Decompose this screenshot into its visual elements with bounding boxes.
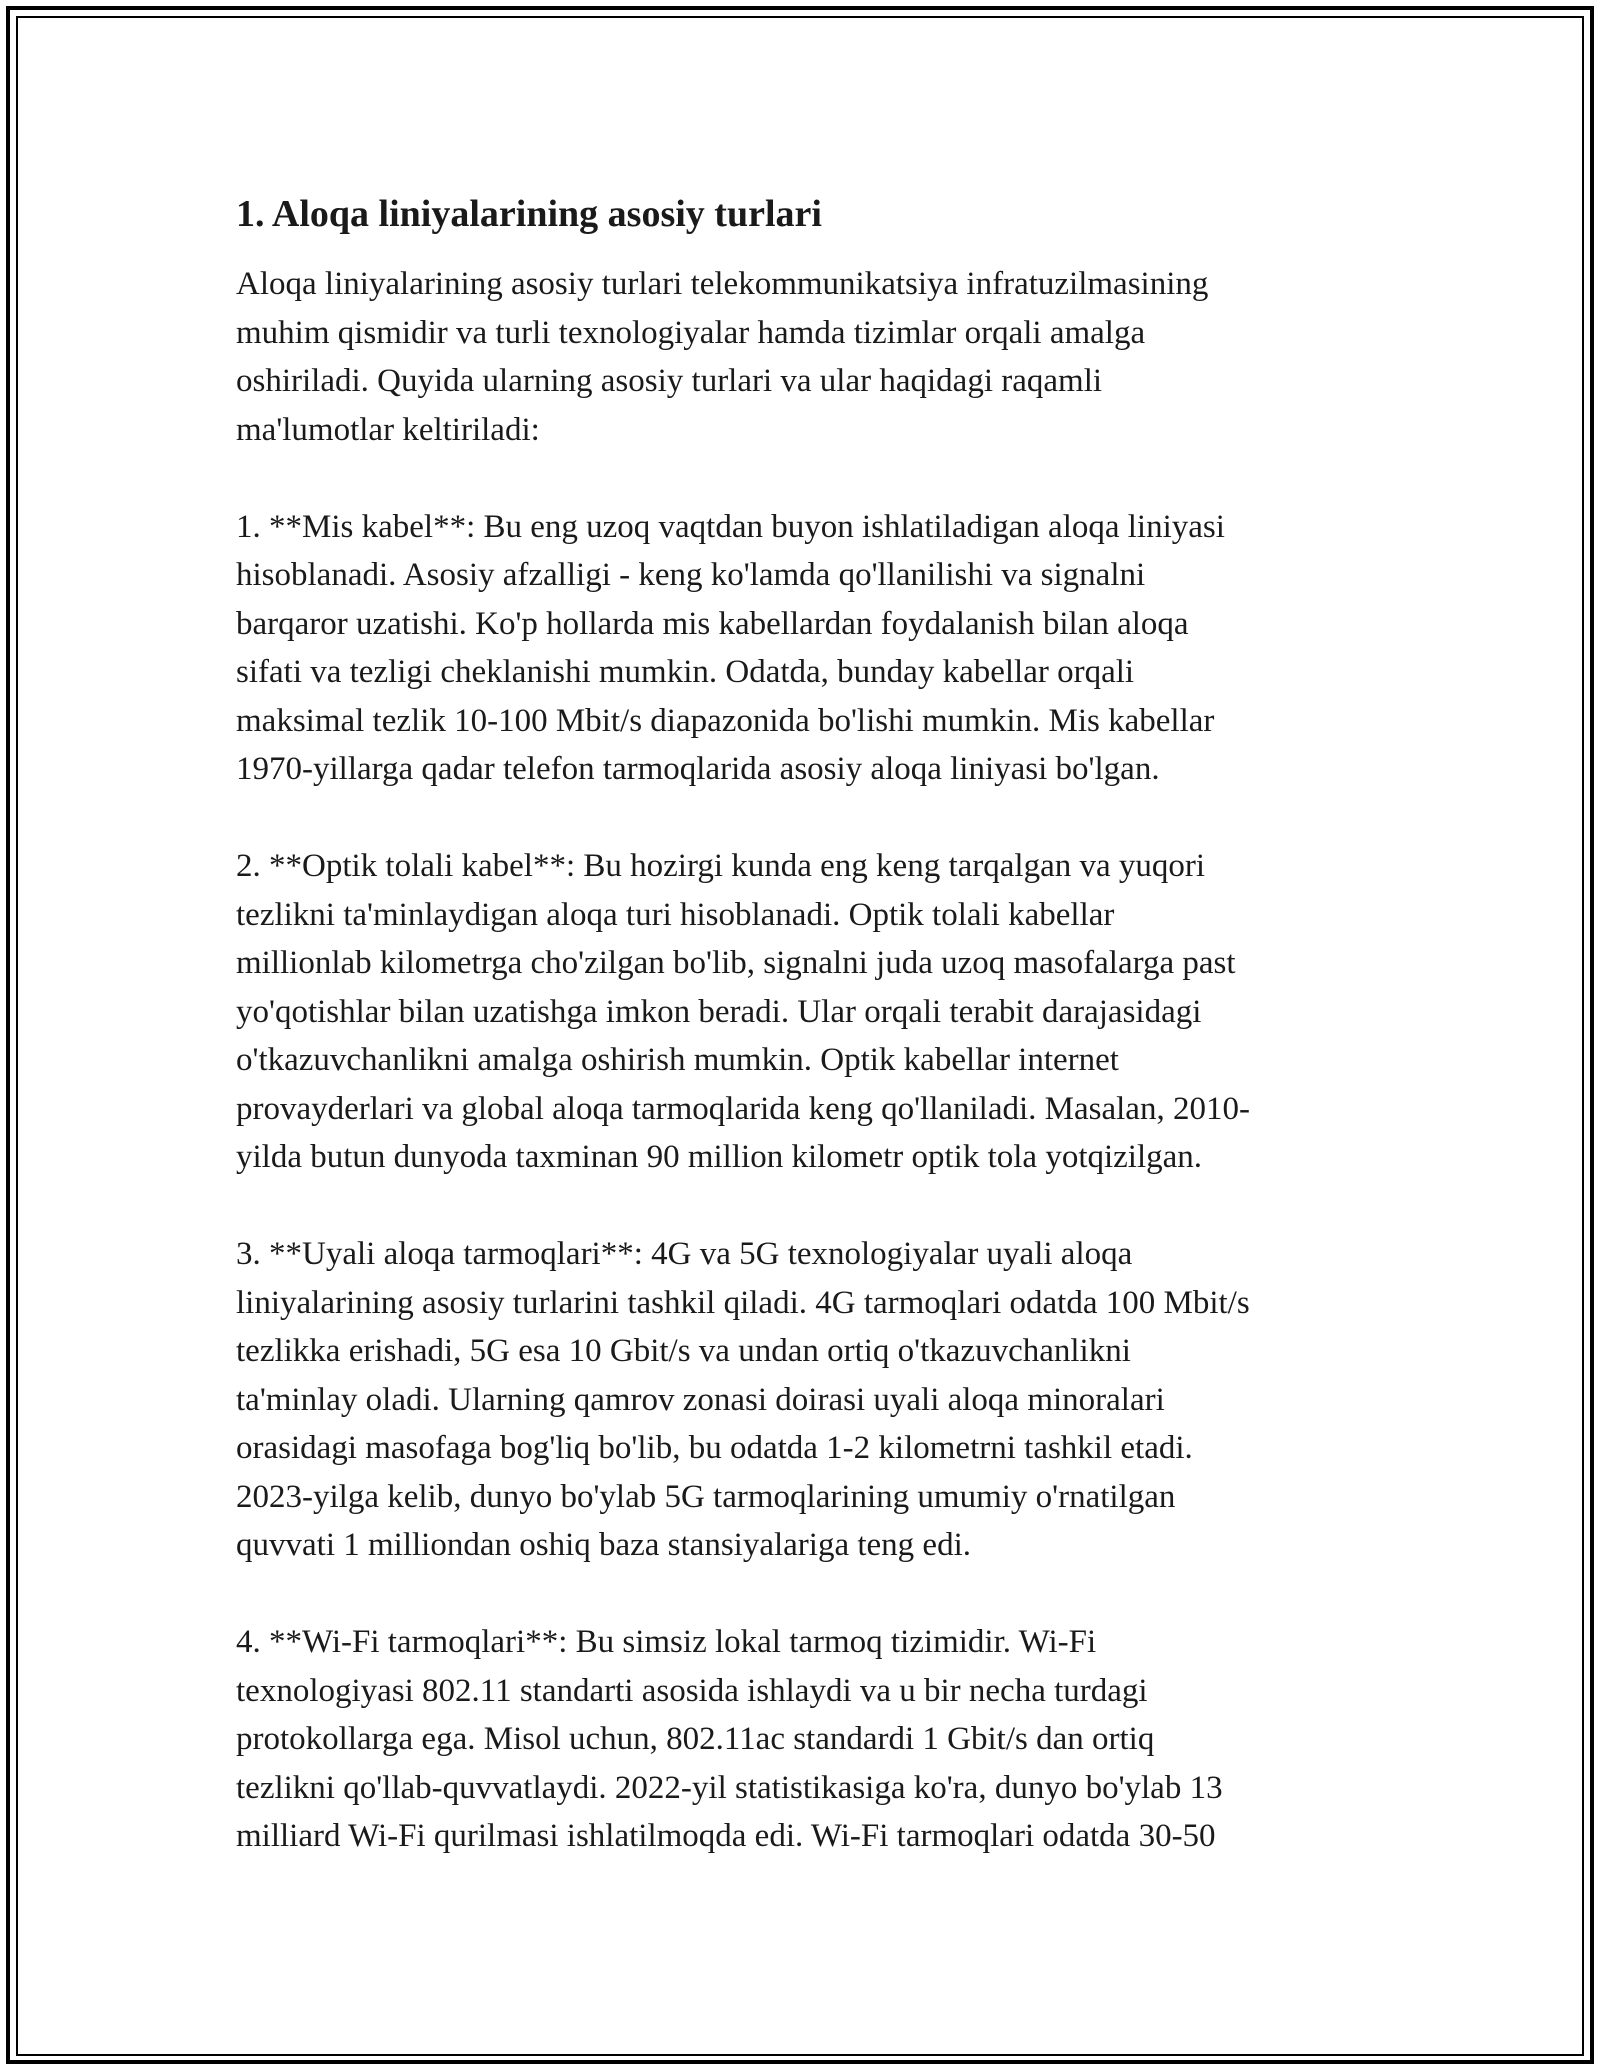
document-title: 1. Aloqa liniyalarining asosiy turlari: [236, 193, 822, 235]
paragraph-copper-cable: 1. **Mis kabel**: Bu eng uzoq vaqtdan buyon ishlatiladigan aloqa liniyasi hisoblanadi. Asosiy afzalligi - keng ko'lamda qo'llanilishi va signalni barqaror uzatishi. Ko'p hollarda mis kabellardan foydalanish bilan aloqa sifati va tezligi cheklanishi mumkin. Odatda, bunday kabellar orqali maksimal tezlik 10-100 Mbit/s diapazonida bo'lishi mumkin. Mis kabellar 1970-yillarga qadar telefon tarmoqlarida asosiy aloqa liniyasi bo'lgan.: [236, 508, 1225, 787]
paragraph-wifi-networks: 4. **Wi-Fi tarmoqlari**: Bu simsiz lokal tarmoq tizimidir. Wi-Fi texnologiyasi 802.11 standarti asosida ishlaydi va u bir necha turdagi protokollarga ega. Misol uchun, 802.11ac standardi 1 Gbit/s dan ortiq tezlikni qo'llab-quvvatlaydi. 2022-yil statistikasiga ko'ra, dunyo bo'ylab 13 milliard Wi-Fi qurilmasi ishlatilmoqda edi. Wi-Fi tarmoqlari odatda 30-50: [236, 1624, 1223, 1854]
paragraph-cellular-networks: 3. **Uyali aloqa tarmoqlari**: 4G va 5G texnologiyalar uyali aloqa liniyalarining asosiy turlarini tashkil qiladi. 4G tarmoqlari odatda 100 Mbit/s tezlikka erishadi, 5G esa 10 Gbit/s va undan ortiq o'tkazuvchanlikni ta'minlay oladi. Ularning qamrov zonasi doirasi uyali aloqa minoralari orasidagi masofaga bog'liq bo'lib, bu odatda 1-2 kilometrni tashkil etadi. 2023-yilga kelib, dunyo bo'ylab 5G tarmoqlarining umumiy o'rnatilgan quvvati 1 milliondan oshiq baza stansiyalariga teng edi.: [236, 1236, 1250, 1563]
intro-paragraph: Aloqa liniyalarining asosiy turlari telekommunikatsiya infratuzilmasining muhim qismidir va turli texnologiyalar hamda tizimlar orqali amalga oshiriladi. Quyida ularning asosiy turlari va ular haqidagi raqamli ma'lumotlar keltiriladi:: [236, 266, 1209, 448]
document-body: [236, 186, 1376, 1909]
paragraph-optical-fiber: 2. **Optik tolali kabel**: Bu hozirgi kunda eng keng tarqalgan va yuqori tezlikni ta'minlaydigan aloqa turi hisoblanadi. Optik tolali kabellar millionlab kilometrga cho'zilgan bo'lib, signalni juda uzoq masofalarga past yo'qotishlar bilan uzatishga imkon beradi. Ular orqali terabit darajasidagi o'tkazuvchanlikni amalga oshirish mumkin. Optik kabellar internet provayderlari va global aloqa tarmoqlarida keng qo'llaniladi. Masalan, 2010- yilda butun dunyoda taxminan 90 million kilometr optik tola yotqizilgan.: [236, 848, 1250, 1175]
